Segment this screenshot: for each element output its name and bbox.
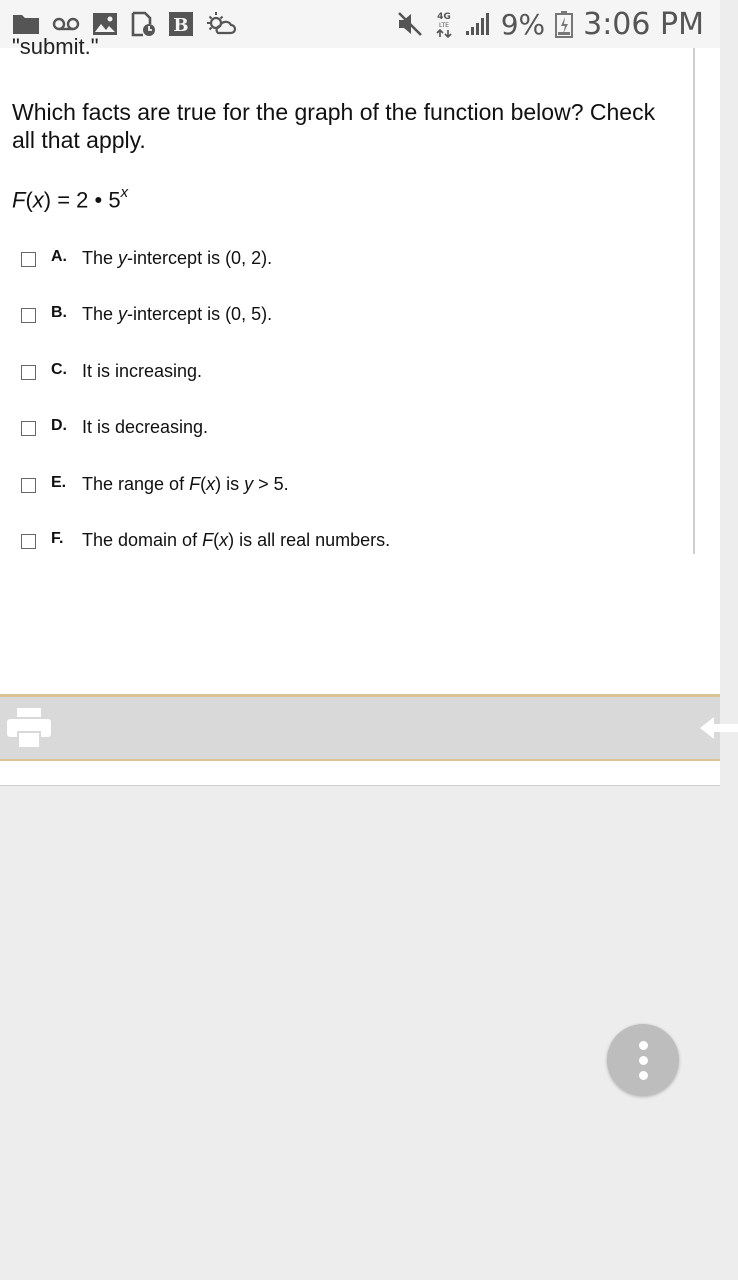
question-text: Which facts are true for the graph of the function below? Check all that apply. [12, 99, 656, 153]
choice-text[interactable]: It is decreasing. [82, 417, 209, 438]
status-bar [0, 0, 720, 48]
choice-a[interactable] [0, 236, 690, 292]
tab-strip [0, 761, 720, 785]
answer-choices [0, 236, 690, 574]
choice-text[interactable]: It is increasing. [82, 360, 203, 381]
cut-off-text: "submit." [12, 34, 99, 59]
mute-icon [397, 11, 423, 37]
empty-area [0, 786, 720, 1280]
choice-e[interactable] [0, 462, 690, 518]
choice-f[interactable] [0, 518, 690, 574]
voicemail-icon [52, 14, 80, 34]
signal-icon [465, 12, 491, 36]
more-options-button[interactable] [607, 1024, 679, 1096]
choice-d[interactable] [0, 405, 690, 461]
bottom-toolbar [0, 697, 720, 759]
choice-letter: E. [51, 473, 67, 491]
weather-icon [206, 11, 236, 37]
choice-text[interactable]: The domain of F(x) is all real numbers. [82, 529, 391, 550]
svg-text:4G: 4G [436, 12, 451, 22]
choice-text[interactable]: The y-intercept is (0, 2). [82, 248, 273, 268]
checkbox-a[interactable] [21, 252, 36, 267]
choice-letter: C. [51, 360, 67, 378]
more-vert-icon-dot [639, 1071, 648, 1080]
checkbox-f[interactable] [21, 534, 36, 549]
choice-b[interactable] [0, 292, 690, 348]
file-clock-icon [130, 11, 156, 37]
clock: 3:06 PM [583, 6, 704, 42]
checkbox-e[interactable] [21, 478, 36, 493]
choice-letter: A. [51, 248, 67, 265]
folder-icon [12, 12, 40, 36]
battery-charging-icon [555, 10, 573, 38]
function-formula: F(x) = 2 • 5$^x$ [12, 184, 129, 213]
image-icon [92, 12, 118, 36]
network-4g-icon [433, 10, 455, 38]
battery-percent: 9% [500, 7, 546, 41]
checkbox-c[interactable] [21, 365, 36, 380]
choice-letter: F. [51, 529, 64, 547]
choice-letter: B. [51, 304, 67, 322]
collapse-button[interactable] [698, 713, 720, 743]
b-app-icon [168, 11, 194, 37]
checkbox-b[interactable] [21, 308, 36, 323]
print-button[interactable] [6, 707, 52, 749]
arrow-left-icon [698, 713, 738, 743]
svg-text:LTE: LTE [438, 22, 449, 29]
vertical-divider [693, 48, 695, 554]
more-vert-icon [639, 1041, 648, 1050]
checkbox-d[interactable] [21, 421, 36, 436]
svg-text:B: B [173, 15, 189, 36]
question-panel [0, 34, 720, 694]
status-bar-system [397, 7, 720, 42]
more-vert-icon-dot [639, 1056, 648, 1065]
choice-text[interactable]: The y-intercept is (0, 5). [82, 304, 273, 325]
choice-letter: D. [51, 417, 67, 435]
printer-icon [6, 707, 52, 749]
choice-c[interactable] [0, 349, 690, 405]
choice-text[interactable]: The range of F(x) is y > 5. [82, 473, 289, 494]
